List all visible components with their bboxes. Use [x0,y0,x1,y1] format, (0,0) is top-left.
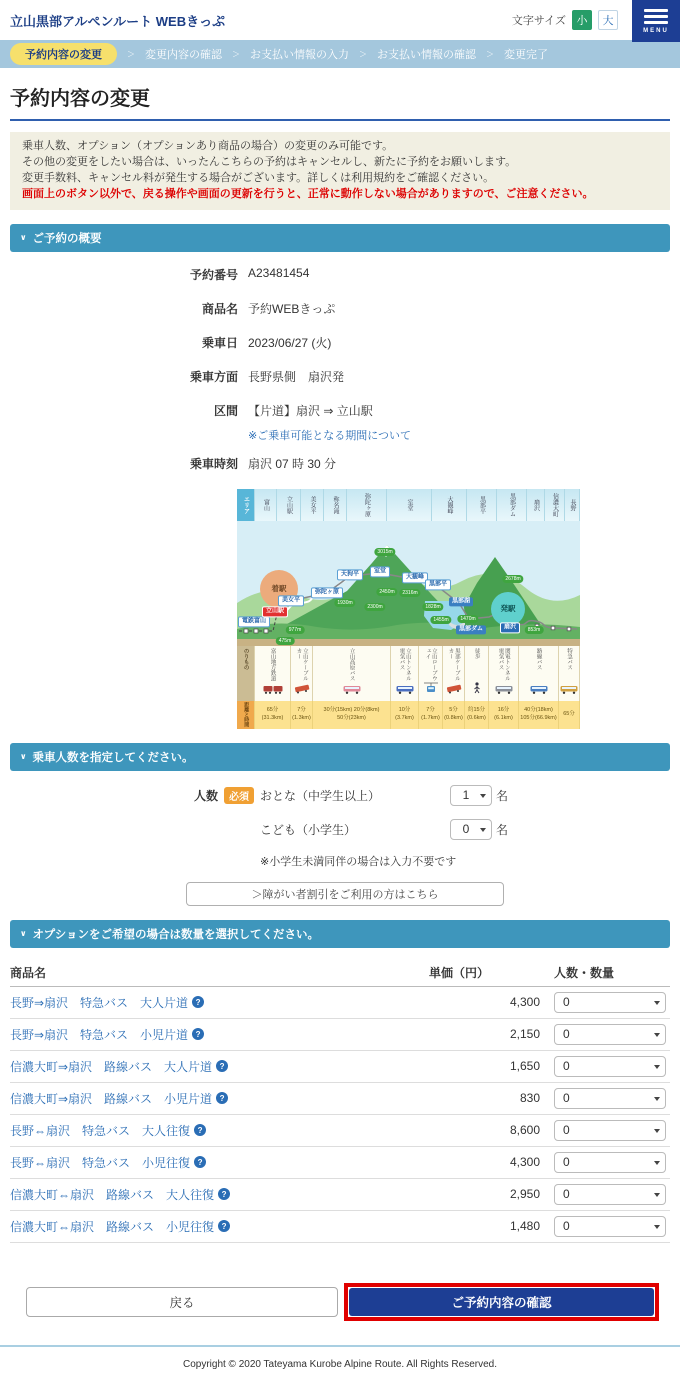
breadcrumb-step: お支払い情報の入力 [250,49,349,61]
map-terminal-marker: 着駅 [260,570,298,608]
summary-value: 扇沢 07 時 30 分 [248,456,337,471]
map-vehicles-label: のりもの [242,647,249,670]
option-qty-cell [546,1056,670,1077]
options-table [10,960,670,1243]
map-area-cell: 称名滝 [324,489,347,521]
map-transport-cell [519,646,559,701]
map-station-label: 美女平 [278,595,304,606]
summary-value: A23481454 [248,265,310,280]
summary-row [10,334,670,351]
notice-box [10,132,670,210]
option-qty-value: 0 [563,1123,570,1138]
map-transport-cell [419,646,443,701]
map-station-label: 黒部湖 [449,597,473,606]
option-name-text: 長野⇔扇沢 特急バス 小児往復 [10,1155,191,1170]
copyright-text: Copyright © 2020 Tateyama Kurobe Alpine Route. All Rights Reserved. [182,1358,498,1370]
reservation-summary [10,266,670,472]
map-time-value: 約15分 [467,707,486,714]
map-transport-name: 立山ロープウェイ [424,647,437,681]
boarding-period-link[interactable]: ※ご乗車可能となる期間について [248,429,411,442]
map-time-cell [291,701,313,729]
chevron-down-icon [654,1193,660,1197]
column-header-qty: 人数・数量 [554,966,615,981]
chevron-down-icon: ∨ [20,752,27,762]
summary-value: 【片道】扇沢 ⇒ 立山駅 [248,403,373,418]
map-time-cell [489,701,519,729]
map-time-value: (3.7km) [395,714,414,721]
option-qty-select[interactable] [554,1120,666,1141]
option-qty-cell [546,1120,670,1141]
summary-row [10,300,670,317]
site-footer [0,1345,680,1384]
help-icon[interactable]: ? [194,1156,206,1168]
help-icon[interactable]: ? [218,1220,230,1232]
help-icon[interactable]: ? [192,1028,204,1040]
map-station-label: 黒部平 [425,579,451,590]
option-qty-select[interactable] [554,1152,666,1173]
font-size-small-button[interactable]: 小 [572,10,592,30]
map-transport-cell [489,646,519,701]
map-transport-cell [443,646,465,701]
option-price: 1,480 [509,1219,540,1234]
notice-line: その他の変更をしたい場合は、いったんこちらの予約はキャンセルし、新たに予約をお願いします。 [22,155,517,168]
adult-count-select[interactable]: 1 [450,785,492,806]
option-qty-value: 0 [563,995,570,1010]
chevron-down-icon [480,794,486,798]
vehicle-icon [294,681,310,699]
option-price: 1,650 [509,1059,540,1074]
site-header [0,0,680,40]
map-transport-name: 立山高原バス [348,647,355,681]
passenger-count-label: 人数 [193,788,218,803]
option-row [10,1115,670,1147]
chevron-down-icon [654,1097,660,1101]
option-name-link[interactable] [10,1154,429,1171]
map-time-value: 5分 [449,707,458,714]
map-area-cell: 大観峰 [432,489,467,521]
map-elevation-pill: 3015m [374,548,395,556]
map-time-cell [559,701,580,729]
passenger-section [10,785,670,906]
section-header-options[interactable] [10,920,670,948]
option-qty-value: 0 [563,1187,570,1202]
breadcrumb-separator: ＞ [486,49,494,59]
route-map-time-row [237,701,580,729]
option-qty-value: 0 [563,1219,570,1234]
map-elevation-pill: 2300m [364,603,385,611]
disability-discount-button[interactable]: ＞障がい者割引をご利用の方はこちら [186,882,504,906]
option-row [10,1147,670,1179]
section-title: 乗車人数を指定してください。 [32,751,194,764]
map-area-cell: 信濃大町 [545,489,565,521]
option-qty-cell [546,992,670,1013]
notice-line: 乗車人数、オプション（オプションあり商品の場合）の変更のみ可能です。 [22,140,394,152]
option-qty-cell [546,1184,670,1205]
breadcrumb-separator: ＞ [127,49,135,59]
breadcrumb-step: お支払い情報の確認 [377,49,476,61]
route-map-area-row [237,489,580,521]
section-title: オプションをご希望の場合は数量を選択してください。 [32,928,319,941]
map-transport-cell [291,646,313,701]
map-area-cell: 弥陀ヶ原 [347,489,387,521]
breadcrumb-step: 変更内容の確認 [145,49,222,61]
chevron-down-icon [654,1225,660,1229]
menu-button[interactable] [632,0,680,42]
font-size-label: 文字サイズ [511,15,566,27]
map-time-value: 10分 [398,707,411,714]
map-station-label: 扇沢 [500,622,520,633]
map-area-cell: 美女平 [301,489,324,521]
menu-label: MENU [643,27,669,34]
option-qty-select[interactable] [554,992,666,1013]
option-price: 4,300 [509,1155,540,1170]
map-transport-cell [465,646,489,701]
chevron-down-icon [654,1001,660,1005]
option-qty-select[interactable] [554,1184,666,1205]
section-header-passengers[interactable] [10,743,670,771]
option-name-link[interactable] [10,1186,429,1203]
vehicle-icon [263,681,283,699]
summary-label: 商品名 [201,301,238,316]
breadcrumb-step: 変更完了 [504,49,548,61]
option-qty-cell [546,1024,670,1045]
column-header-name: 商品名 [10,966,47,981]
map-time-cell [391,701,419,729]
vehicle-icon [424,681,438,699]
action-buttons [10,1283,670,1321]
route-map-transport-row [237,646,580,701]
vehicle-icon [472,681,482,699]
summary-label: 乗車時刻 [189,456,238,471]
help-icon[interactable]: ? [216,1060,228,1072]
summary-label: 乗車日 [201,335,238,350]
map-transport-name: 富山地方鉄道 [269,647,276,681]
option-qty-select[interactable] [554,1024,666,1045]
breadcrumb [0,40,680,68]
option-name-text: 長野⇒扇沢 特急バス 小児片道 [10,1027,189,1042]
option-qty-value: 0 [563,1027,570,1042]
chevron-down-icon [654,1129,660,1133]
notice-line: 変更手数料、キャンセル料が発生する場合がございます。詳しくは利用規約をご確認ください。 [22,171,495,184]
help-icon[interactable]: ? [218,1188,230,1200]
option-name-link[interactable] [10,1058,429,1075]
map-transport-name: 特急バス [566,647,573,670]
map-transport-cell [313,646,391,701]
map-transport-name: 関電トンネル電気バス [497,647,510,681]
option-row [10,1051,670,1083]
summary-row [10,266,670,283]
adult-label: おとな（中学生以上） [260,788,381,803]
map-transport-name: 立山トンネル電気バス [398,647,411,681]
option-qty-select[interactable] [554,1056,666,1077]
option-row [10,1083,670,1115]
font-size-control [512,10,618,30]
option-name-text: 長野⇒扇沢 特急バス 大人片道 [10,995,189,1010]
option-name-link[interactable] [10,1122,429,1139]
map-area-cell: 立山駅 [277,489,301,521]
map-station-label: 弥陀ヶ原 [311,587,343,598]
option-qty-select[interactable] [554,1088,666,1109]
summary-value: 予約WEBきっぷ [248,301,336,316]
map-station-label: 立山駅 [262,606,288,617]
map-vehicles-header-cell [237,646,255,701]
unit-label: 名 [496,788,509,803]
map-time-value: 30分(15km) 20分(8km) [323,707,380,714]
required-badge: 必須 [224,787,254,804]
vehicle-icon [495,681,513,699]
map-time-value: (31.3km) [261,714,284,721]
map-area-cell: エリア [237,489,255,521]
map-transport-cell [255,646,291,701]
map-time-cell [419,701,443,729]
route-map-image [237,489,580,729]
map-elevation-pill: 2316m [399,589,420,597]
map-time-value: 105分(66.9km) [520,714,557,721]
back-button[interactable]: 戻る [26,1287,338,1317]
option-qty-select[interactable] [554,1216,666,1237]
map-transport-name: 徒歩 [473,647,480,659]
breadcrumb-separator: ＞ [359,49,367,59]
option-name-text: 信濃大町⇒扇沢 路線バス 大人片道 [10,1059,213,1074]
map-elevation-pill: 2450m [376,588,397,596]
annotation-highlight [344,1283,659,1321]
option-price: 2,150 [509,1027,540,1042]
map-area-cell: 室堂 [387,489,432,521]
option-row [10,1019,670,1051]
map-time-value: 16分 [497,707,510,714]
options-table-header [10,960,670,987]
child-count-select[interactable]: 0 [450,819,492,840]
option-name-text: 信濃大町⇒扇沢 路線バス 小児片道 [10,1091,213,1106]
summary-row [10,455,670,472]
option-name-text: 長野⇔扇沢 特急バス 大人往復 [10,1123,191,1138]
summary-row [10,368,670,385]
map-time-value: (1.7km) [421,714,440,721]
option-price: 8,600 [509,1123,540,1138]
map-time-label: 距離と時間 [243,702,250,728]
breadcrumb-separator: ＞ [232,49,240,59]
map-time-cell [519,701,559,729]
map-station-label: 大観峰 [402,572,428,583]
map-area-cell: 扇沢 [527,489,545,521]
confirm-reservation-button[interactable]: ご予約内容の確認 [349,1288,654,1316]
map-time-value: 65分 [266,707,279,714]
option-qty-cell [546,1152,670,1173]
map-area-cell: 長野 [565,489,580,521]
notice-warning: 画面上のボタン以外で、戻る操作や画面の更新を行うと、正常に動作しない場合がありますので、ご注意ください。 [22,187,594,200]
map-time-value: (1.3km) [292,714,311,721]
help-icon[interactable]: ? [192,996,204,1008]
chevron-down-icon [654,1065,660,1069]
map-transport-name: 黒部ケーブルカー [447,647,460,681]
page-title: 予約内容の変更 [10,82,670,121]
vehicle-icon [560,681,578,699]
map-elevation-pill: 977m [286,626,305,634]
map-elevation-pill: 1930m [334,599,355,607]
map-elevation-pill: 853m [525,626,544,634]
summary-label: 区間 [213,403,238,418]
hamburger-icon [644,9,668,12]
chevron-down-icon: ∨ [20,233,27,243]
map-transport-name: 立山ケーブルカー [295,647,308,681]
map-time-value: 65分 [563,711,575,718]
option-row [10,1211,670,1243]
option-qty-value: 0 [563,1091,570,1106]
map-time-cell [465,701,489,729]
map-time-value: 7分 [426,707,435,714]
option-name-link[interactable] [10,1026,429,1043]
section-header-summary[interactable] [10,224,670,252]
site-title: 立山黒部アルペンルート WEBきっぷ [10,13,226,29]
vehicle-icon [396,681,414,699]
map-area-cell: 富山 [255,489,277,521]
passenger-note: ※小学生未満同伴の場合は入力不要です [260,855,457,868]
map-terminal-marker: 発駅 [491,592,525,626]
map-time-value: (6.1km) [494,714,513,721]
summary-label: 乗車方面 [189,369,238,384]
map-station-label: 室堂 [370,566,390,577]
map-station-label: 黒部ダム [456,625,486,634]
map-time-value: 7分 [297,707,306,714]
option-name-link[interactable] [10,1090,429,1107]
map-transport-cell [391,646,419,701]
summary-value: 2023/06/27 (火) [248,335,332,350]
option-qty-value: 0 [563,1155,570,1170]
unit-label: 名 [496,822,509,837]
column-header-price: 単価（円） [429,966,490,981]
section-title: ご予約の概要 [32,232,102,245]
map-time-value: (0.8km) [444,714,463,721]
map-time-value: 40分(18km) [524,707,553,714]
map-time-cell [313,701,391,729]
summary-label: 予約番号 [189,267,238,282]
chevron-down-icon [654,1033,660,1037]
child-label: こども（小学生） [260,822,357,837]
option-row [10,1179,670,1211]
map-elevation-pill: 475m [276,637,295,645]
map-transport-name: 路線バス [535,647,542,670]
map-elevation-pill: 2678m [502,575,523,583]
breadcrumb-step: 予約内容の変更 [10,43,117,65]
map-area-cell: 黒部ダム [497,489,527,521]
map-area-cell: 黒部平 [467,489,497,521]
option-name-link[interactable] [10,994,429,1011]
map-time-value: 50分(23km) [337,714,366,721]
help-icon[interactable]: ? [194,1124,206,1136]
option-row [10,987,670,1019]
option-price: 830 [519,1091,540,1106]
chevron-down-icon: ∨ [20,929,27,939]
help-icon[interactable]: ? [216,1092,228,1104]
map-transport-cell [559,646,580,701]
option-name-link[interactable] [10,1218,429,1235]
map-station-label: 天狗平 [337,569,363,580]
font-size-large-button[interactable]: 大 [598,10,618,30]
map-time-cell [255,701,291,729]
option-qty-value: 0 [563,1059,570,1074]
option-name-text: 信濃大町⇔扇沢 路線バス 大人往復 [10,1187,215,1202]
vehicle-icon [530,681,548,699]
map-time-header-cell [237,701,255,729]
vehicle-icon [446,681,462,699]
map-station-label: 電鉄富山 [238,616,270,627]
vehicle-icon [343,681,361,699]
map-elevation-pill: 1455m [430,616,451,624]
chevron-down-icon [654,1161,660,1165]
option-qty-cell [546,1088,670,1109]
map-time-value: (0.6km) [467,714,486,721]
option-name-text: 信濃大町⇔扇沢 路線バス 小児往復 [10,1219,215,1234]
option-price: 4,300 [509,995,540,1010]
option-price: 2,950 [509,1187,540,1202]
option-qty-cell [546,1216,670,1237]
chevron-down-icon [480,828,486,832]
summary-row [10,402,670,419]
map-time-cell [443,701,465,729]
map-elevation-pill: 1828m [422,603,443,611]
summary-value: 長野県側 扇沢発 [248,369,345,384]
main-content [0,82,680,1321]
map-elevation-pill: 1470m [457,615,478,623]
